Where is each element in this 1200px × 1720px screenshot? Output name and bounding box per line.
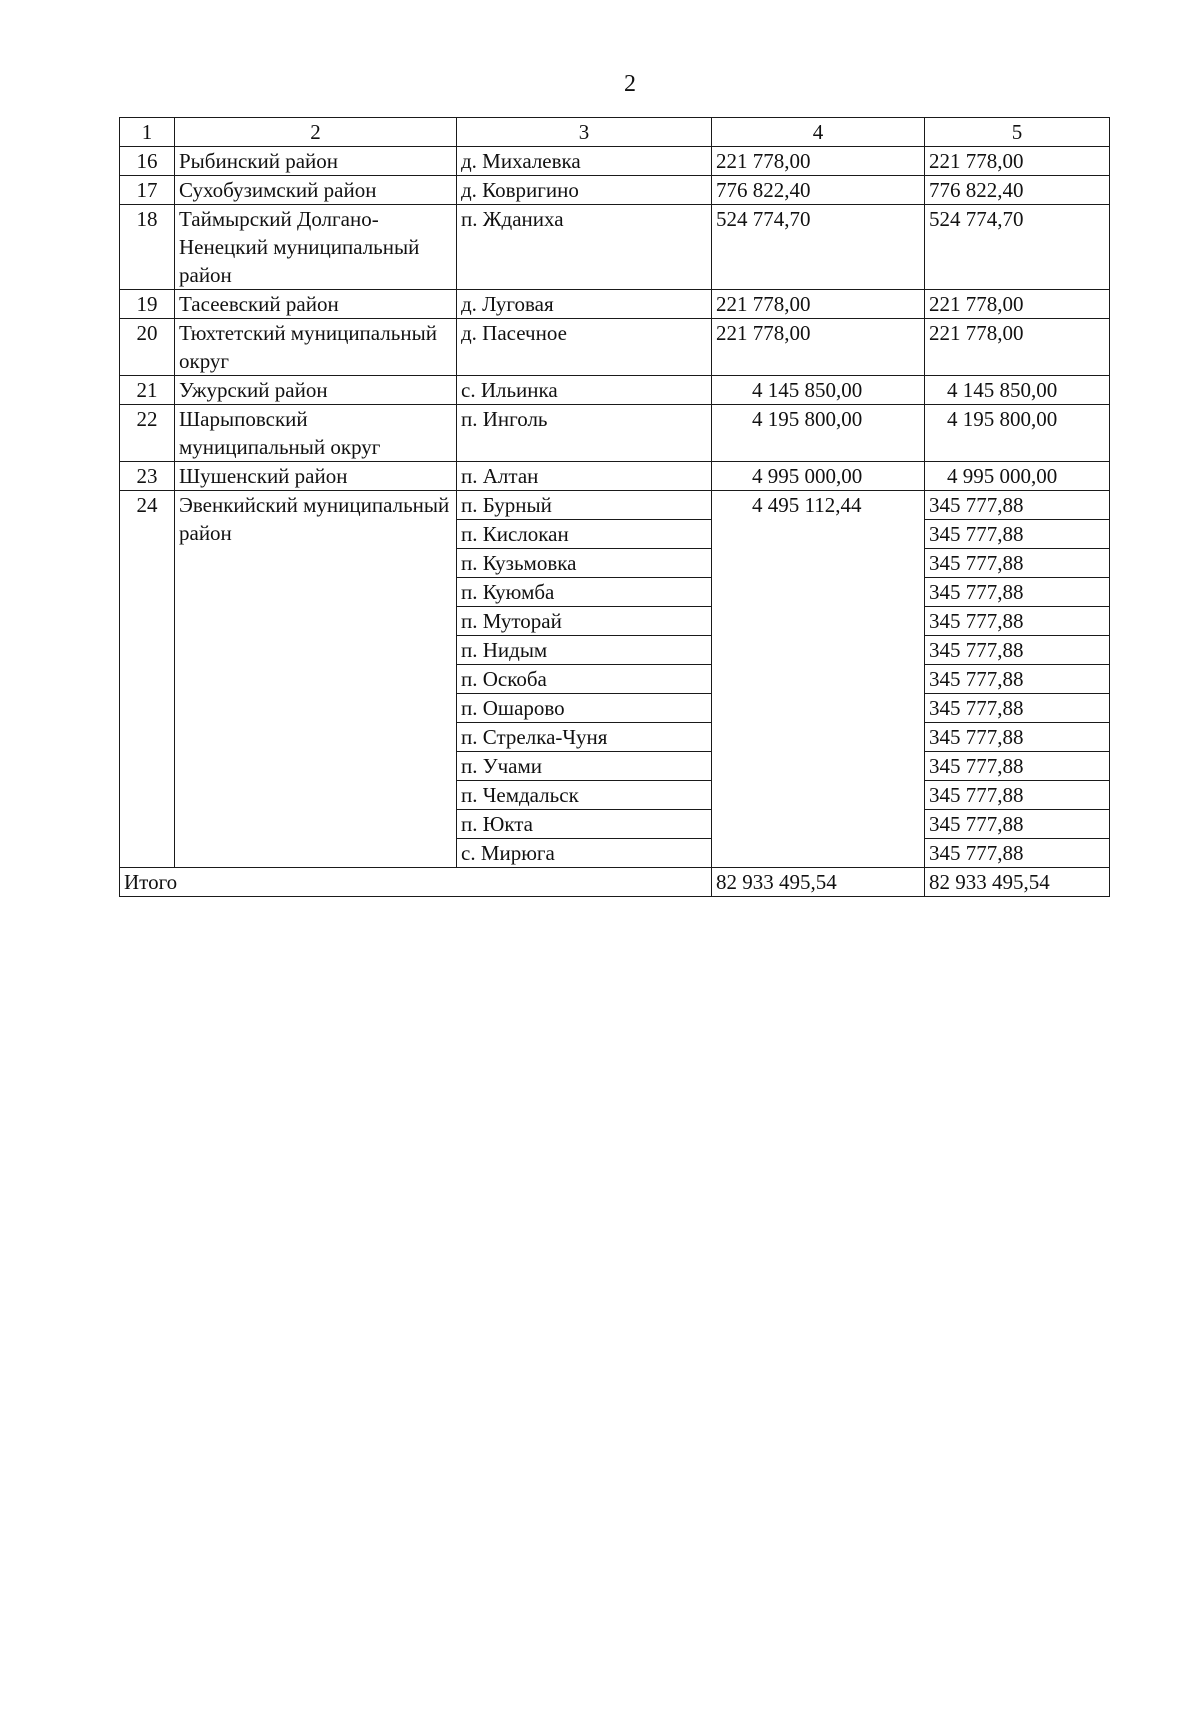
total-col5: 82 933 495,54	[925, 868, 1110, 897]
row-number: 18	[120, 205, 175, 290]
header-cell-2: 2	[175, 118, 457, 147]
amount-col4: 776 822,40	[712, 176, 925, 205]
locality-cell: п. Жданиха	[457, 205, 712, 290]
total-label: Итого	[120, 868, 712, 897]
amount-col4: 4 145 850,00	[712, 376, 925, 405]
header-cell-4: 4	[712, 118, 925, 147]
amount-col5: 345 777,88	[925, 578, 1110, 607]
amount-col5: 345 777,88	[925, 781, 1110, 810]
total-col4: 82 933 495,54	[712, 868, 925, 897]
amount-col5: 776 822,40	[925, 176, 1110, 205]
locality-cell: п. Учами	[457, 752, 712, 781]
locality-cell: д. Михалевка	[457, 147, 712, 176]
table-row	[120, 462, 1110, 491]
amount-col4: 4 995 000,00	[712, 462, 925, 491]
table-row	[120, 319, 1110, 376]
row-number: 24	[120, 491, 175, 868]
district-cell: Рыбинский район	[175, 147, 457, 176]
table-row	[120, 176, 1110, 205]
locality-cell: п. Нидым	[457, 636, 712, 665]
table-row	[120, 405, 1110, 462]
header-cell-5: 5	[925, 118, 1110, 147]
amount-col5: 345 777,88	[925, 665, 1110, 694]
header-cell-3: 3	[457, 118, 712, 147]
row-number: 22	[120, 405, 175, 462]
amount-col5: 221 778,00	[925, 319, 1110, 376]
district-cell: Эвенкийский муниципальный район	[175, 491, 457, 868]
locality-cell: с. Ильинка	[457, 376, 712, 405]
amount-col5: 221 778,00	[925, 290, 1110, 319]
amount-col4: 221 778,00	[712, 147, 925, 176]
row-number: 17	[120, 176, 175, 205]
amount-col5: 345 777,88	[925, 810, 1110, 839]
page-number: 2	[624, 71, 636, 97]
data-table	[119, 117, 1110, 897]
table-row	[120, 205, 1110, 290]
locality-cell: д. Ковригино	[457, 176, 712, 205]
amount-col5: 345 777,88	[925, 549, 1110, 578]
header-row	[120, 118, 1110, 147]
amount-col5: 524 774,70	[925, 205, 1110, 290]
amount-col5: 4 145 850,00	[925, 376, 1110, 405]
row-number: 16	[120, 147, 175, 176]
amount-col5: 345 777,88	[925, 839, 1110, 868]
locality-cell: п. Стрелка-Чуня	[457, 723, 712, 752]
locality-cell: п. Кислокан	[457, 520, 712, 549]
district-cell: Ужурский район	[175, 376, 457, 405]
district-cell: Шушенский район	[175, 462, 457, 491]
table-row	[120, 147, 1110, 176]
header-cell-1: 1	[120, 118, 175, 147]
table-row	[120, 376, 1110, 405]
row-number: 19	[120, 290, 175, 319]
locality-cell: п. Оскоба	[457, 665, 712, 694]
amount-col4: 524 774,70	[712, 205, 925, 290]
district-cell: Таймырский Долгано-Ненецкий муниципальный район	[175, 205, 457, 290]
locality-cell: п. Куюмба	[457, 578, 712, 607]
amount-col5: 345 777,88	[925, 491, 1110, 520]
locality-cell: п. Инголь	[457, 405, 712, 462]
locality-cell: д. Пасечное	[457, 319, 712, 376]
table-body	[120, 118, 1110, 897]
locality-cell: с. Мирюга	[457, 839, 712, 868]
amount-col4: 221 778,00	[712, 290, 925, 319]
table-row	[120, 491, 1110, 520]
amount-col5: 4 995 000,00	[925, 462, 1110, 491]
row-number: 23	[120, 462, 175, 491]
locality-cell: п. Алтан	[457, 462, 712, 491]
locality-cell: д. Луговая	[457, 290, 712, 319]
district-cell: Тасеевский район	[175, 290, 457, 319]
amount-col5: 345 777,88	[925, 694, 1110, 723]
amount-col5: 345 777,88	[925, 723, 1110, 752]
amount-col5: 4 195 800,00	[925, 405, 1110, 462]
amount-col4: 4 195 800,00	[712, 405, 925, 462]
locality-cell: п. Ошарово	[457, 694, 712, 723]
amount-col5: 345 777,88	[925, 607, 1110, 636]
locality-cell: п. Кузьмовка	[457, 549, 712, 578]
amount-col4: 221 778,00	[712, 319, 925, 376]
amount-col5: 345 777,88	[925, 752, 1110, 781]
table-row	[120, 290, 1110, 319]
amount-col5: 345 777,88	[925, 636, 1110, 665]
total-row	[120, 868, 1110, 897]
locality-cell: п. Муторай	[457, 607, 712, 636]
district-cell: Шарыповский муниципальный округ	[175, 405, 457, 462]
row-number: 20	[120, 319, 175, 376]
locality-cell: п. Бурный	[457, 491, 712, 520]
district-cell: Сухобузимский район	[175, 176, 457, 205]
amount-col5: 221 778,00	[925, 147, 1110, 176]
amount-col5: 345 777,88	[925, 520, 1110, 549]
amount-col4: 4 495 112,44	[712, 491, 925, 868]
district-cell: Тюхтетский муниципальный округ	[175, 319, 457, 376]
locality-cell: п. Чемдальск	[457, 781, 712, 810]
row-number: 21	[120, 376, 175, 405]
locality-cell: п. Юкта	[457, 810, 712, 839]
